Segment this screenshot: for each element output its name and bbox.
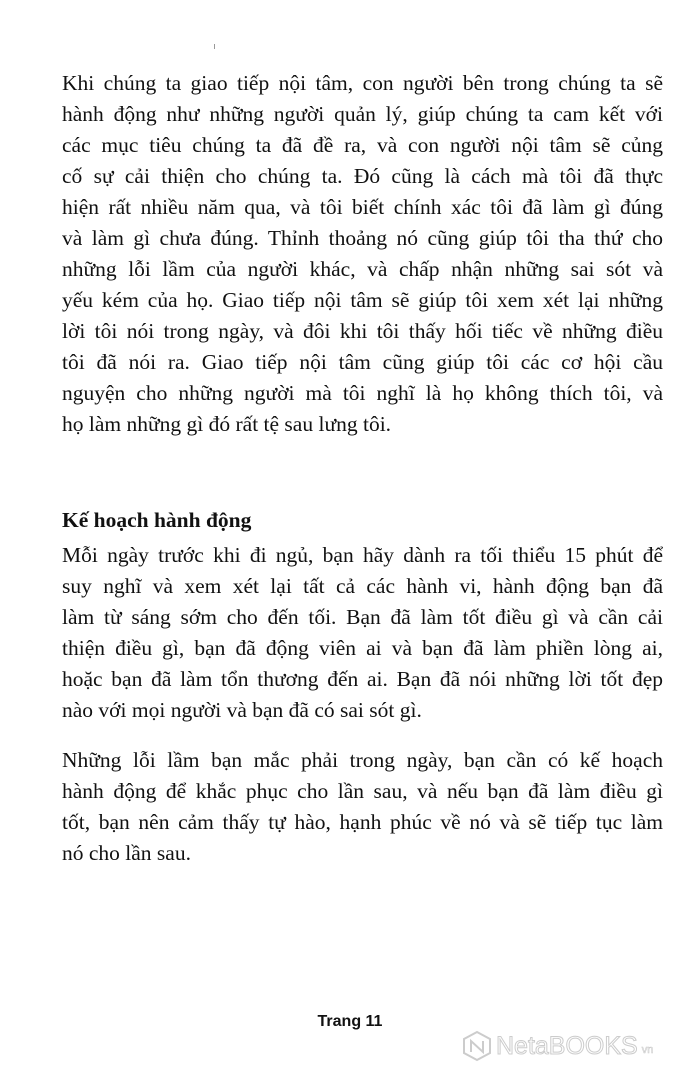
text-line: cố sự cải thiện cho chúng ta. Đó cũng là cách mà tôi đã thực bbox=[62, 164, 663, 188]
page-number: Trang 11 bbox=[317, 1013, 383, 1030]
text-line: suy nghĩ và xem xét lại tất cả các hành vi, hành động bạn đã bbox=[62, 574, 663, 598]
text-line: tốt, bạn nên cảm thấy tự hào, hạnh phúc về nó và sẽ tiếp tục làm bbox=[62, 810, 663, 834]
text-line: nó cho lần sau. bbox=[62, 841, 191, 865]
text-line: yếu kém của họ. Giao tiếp nội tâm sẽ giúp tôi xem xét lại những bbox=[62, 288, 663, 312]
text-line: và làm gì chưa đúng. Thỉnh thoảng nó cũng giúp tôi tha thứ cho bbox=[62, 226, 663, 250]
section-heading: Kế hoạch hành động bbox=[62, 508, 252, 532]
text-line: Mỗi ngày trước khi đi ngủ, bạn hãy dành ra tối thiểu 15 phút để bbox=[62, 543, 663, 567]
text-line: tôi đã nói ra. Giao tiếp nội tâm cũng giúp tôi các cơ hội cầu bbox=[62, 350, 663, 374]
text-line: làm từ sáng sớm cho đến tối. Bạn đã làm tốt điều gì và cần cải bbox=[62, 605, 663, 629]
watermark-name: NetaBOOKS bbox=[496, 1031, 638, 1060]
text-line: hành động để khắc phục cho lần sau, và nếu bạn đã làm điều gì bbox=[62, 779, 663, 803]
scan-mark bbox=[214, 44, 215, 49]
text-line: hành động như những người quản lý, giúp chúng ta cam kết với bbox=[62, 102, 663, 126]
text-line: hiện rất nhiều năm qua, và tôi biết chính xác tôi đã làm gì đúng bbox=[62, 195, 663, 219]
text-line: các mục tiêu chúng ta đã đề ra, và con người nội tâm sẽ củng bbox=[62, 133, 663, 157]
text-line: Khi chúng ta giao tiếp nội tâm, con người bên trong chúng ta sẽ bbox=[62, 71, 663, 95]
watermark-suffix: vn bbox=[641, 1044, 654, 1056]
text-line: hoặc bạn đã làm tổn thương đến ai. Bạn đã nói những lời tốt đẹp bbox=[62, 667, 663, 691]
paragraph-1 bbox=[62, 68, 663, 440]
text-line: Những lỗi lầm bạn mắc phải trong ngày, bạn cần có kế hoạch bbox=[62, 748, 663, 772]
paragraph-3 bbox=[62, 745, 663, 869]
text-line: họ làm những gì đó rất tệ sau lưng tôi. bbox=[62, 412, 392, 436]
text-line: nguyện cho những người mà tôi nghĩ là họ không thích tôi, và bbox=[62, 381, 663, 405]
paragraph-2 bbox=[62, 540, 663, 726]
text-line: thiện điều gì, bạn đã động viên ai và bạn đã làm phiền lòng ai, bbox=[62, 636, 663, 660]
text-line: nào với mọi người và bạn đã có sai sót gì. bbox=[62, 698, 422, 722]
text-line: những lỗi lầm của người khác, và chấp nhận những sai sót và bbox=[62, 257, 663, 281]
netabooks-logo-icon bbox=[462, 1030, 492, 1062]
watermark-logo bbox=[462, 1030, 653, 1062]
text-line: lời tôi nói trong ngày, và đôi khi tôi thấy hối tiếc về những điều bbox=[62, 319, 663, 343]
